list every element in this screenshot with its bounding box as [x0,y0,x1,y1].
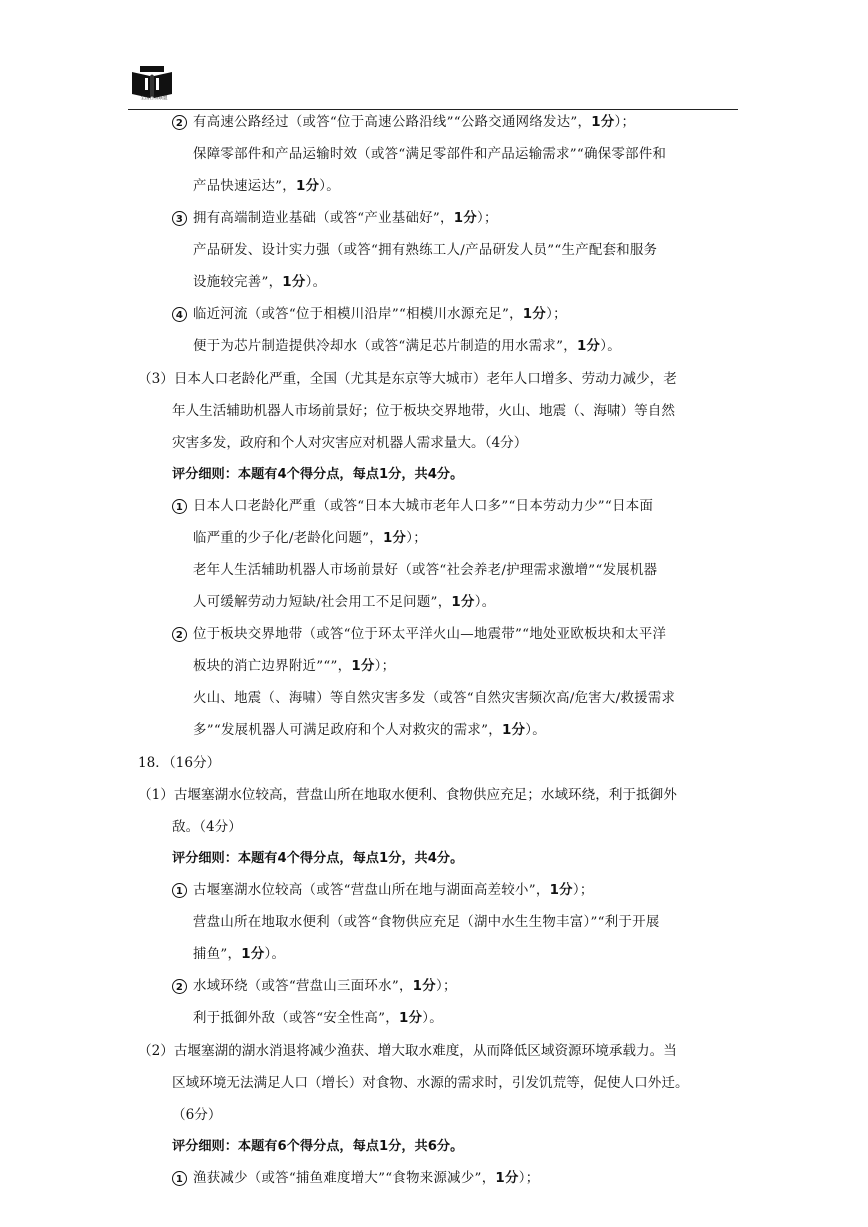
score-mark: 1分 [501,723,526,738]
text-line [172,466,463,484]
header-rule [128,109,738,110]
text-line [172,626,666,644]
text-line [193,242,657,260]
text-line [193,946,285,964]
line-text: 古堰塞湖水位较高（或答“营盘山所在地与湖面高差较小”， [193,883,550,898]
line-tail: ）； [477,211,498,226]
text-line [138,754,220,772]
circled-number: 1 [172,883,187,898]
line-tail: ）； [435,979,457,994]
line-text: 临近河流（或答“位于相模川沿岸”“相模川水源充足”， [193,307,523,322]
circled-number: 2 [172,627,187,642]
line-tail: ）。 [422,1011,443,1026]
line-text: （3）日本人口老龄化严重，全国（尤其是东京等大城市）老年人口增多、劳动力减少，老 [138,371,677,387]
line-text: 有高速公路经过（或答“位于高速公路沿线”“公路交通网络发达”， [193,115,592,130]
line-text: 临严重的少子化/老龄化问题”， [193,531,383,546]
line-text: 日本人口老龄化严重（或答“日本大城市老年人口多”“日本劳动力少”“日本面 [193,499,654,514]
text-line [193,658,395,676]
line-text: （2）古堰塞湖的湖水消退将减少渔获、增大取水难度，从而降低区域资源环境承载力。当 [138,1043,677,1059]
line-tail: ）； [614,115,636,130]
text-line [193,914,660,932]
text-line [172,114,635,132]
line-text: 保障零部件和产品运输时效（或答“满足零部件和产品运输需求”“确保零部件和 [193,147,667,162]
circled-number: 3 [172,211,187,226]
text-line [172,818,242,836]
line-tail: ）。 [600,339,621,354]
text-line [193,338,621,356]
line-text: 拥有高端制造业基础（或答“产业基础好”， [193,211,454,226]
line-tail: ）。 [305,275,327,290]
line-tail: ）。 [264,947,286,962]
text-line [193,594,495,612]
line-text: 位于板块交界地带（或答“位于环太平洋火山—地震带”“地处亚欧板块和太平洋 [193,627,667,642]
score-mark: 1分 [351,659,375,674]
text-line [193,690,675,708]
score-mark: 1分 [453,211,478,226]
circled-number: 2 [172,979,187,994]
line-text: 产品研发、设计实力强（或答“拥有熟练工人/产品研发人员”“生产配套和服务 [193,243,658,258]
text-line [193,530,427,548]
text-line [138,1042,677,1060]
text-line [172,1138,463,1156]
score-mark: 1分 [549,883,573,898]
line-text: 评分细则：本题有6个得分点，每点1分，共6分。 [172,1139,464,1154]
score-mark: 1分 [451,595,475,610]
line-tail: ）； [406,531,427,546]
line-text: 评分细则：本题有4个得分点，每点1分，共4分。 [172,851,464,866]
line-text: 灾害多发，政府和个人对灾害应对机器人需求量大。（4分） [172,435,528,451]
text-line [172,434,527,452]
text-line [172,210,498,228]
text-line [172,306,567,324]
line-text: 火山、地震（、海啸）等自然灾害多发（或答“自然灾害频次高/危害大/救援需求 [193,691,676,706]
score-mark: 1分 [382,531,407,546]
line-text: （1）古堰塞湖水位较高，营盘山所在地取水便利、食物供应充足；水域环绕，利于抵御外 [138,787,677,803]
line-text: 板块的消亡边界附近”“”， [193,659,352,674]
line-text: 营盘山所在地取水便利（或答“食物供应充足（湖中水生生物丰富）”“利于开展 [193,915,660,930]
score-mark: 1分 [295,179,320,194]
text-line [172,882,594,900]
circled-number: 2 [172,115,187,130]
text-line [172,978,457,996]
circled-number: 4 [172,307,187,322]
score-mark: 1分 [495,1171,519,1186]
line-text: 18．（16分） [138,755,221,771]
score-mark: 1分 [591,115,615,130]
text-line [193,146,666,164]
text-line [193,1010,443,1028]
score-mark: 1分 [241,947,265,962]
line-tail: ）。 [474,595,496,610]
line-tail: ）。 [525,723,546,738]
line-text: 渔获减少（或答“捕鱼难度增大”“食物来源减少”， [193,1171,496,1186]
line-text: （6分） [172,1107,222,1123]
line-text: 多”“发展机器人可满足政府和个人对救灾的需求”， [193,723,502,738]
line-tail: ）； [374,659,396,674]
text-line [193,274,326,292]
score-mark: 1分 [282,275,306,290]
score-mark: 1分 [412,979,436,994]
line-text: 年人生活辅助机器人市场前景好；位于板块交界地带，火山、地震（、海啸）等自然 [172,403,675,419]
score-mark: 1分 [522,307,547,322]
text-line [138,370,677,388]
circled-number: 1 [172,499,187,514]
line-tail: ）。 [319,179,340,194]
line-text: 产品快速运达”， [193,179,296,194]
line-text: 利于抵御外敌（或答“安全性高”， [193,1011,399,1026]
text-line [172,1170,539,1188]
line-text: 捕鱼”， [193,947,242,962]
text-line [193,722,546,740]
score-mark: 1分 [398,1011,423,1026]
line-text: 便于为芯片制造提供冷却水（或答“满足芯片制造的用水需求”， [193,339,577,354]
line-text: 水域环绕（或答“营盘山三面环水”， [193,979,413,994]
text-line [138,786,677,804]
text-line [172,850,463,868]
text-line [193,562,657,580]
text-line [172,1106,221,1124]
line-text: 敌。（4分） [172,819,242,835]
circled-number: 1 [172,1171,187,1186]
line-text: 人可缓解劳动力短缺/社会用工不足问题”， [193,595,452,610]
line-tail: ）； [572,883,594,898]
line-text: 区域环境无法满足人口（增长）对食物、水源的需求时，引发饥荒等，促使人口外迁。 [172,1075,689,1091]
line-text: 老年人生活辅助机器人市场前景好（或答“社会养老/护理需求激增”“发展机器 [193,563,658,578]
text-line [172,498,653,516]
line-tail: ）； [518,1171,540,1186]
line-text: 设施较完善”， [193,275,283,290]
line-tail: ）； [546,307,567,322]
logo-caption: 全国百校联盟 [140,96,168,101]
score-mark: 1分 [576,339,601,354]
text-line [193,178,340,196]
text-line [172,402,675,420]
text-line [172,1074,689,1092]
line-text: 评分细则：本题有4个得分点，每点1分，共4分。 [172,467,464,482]
